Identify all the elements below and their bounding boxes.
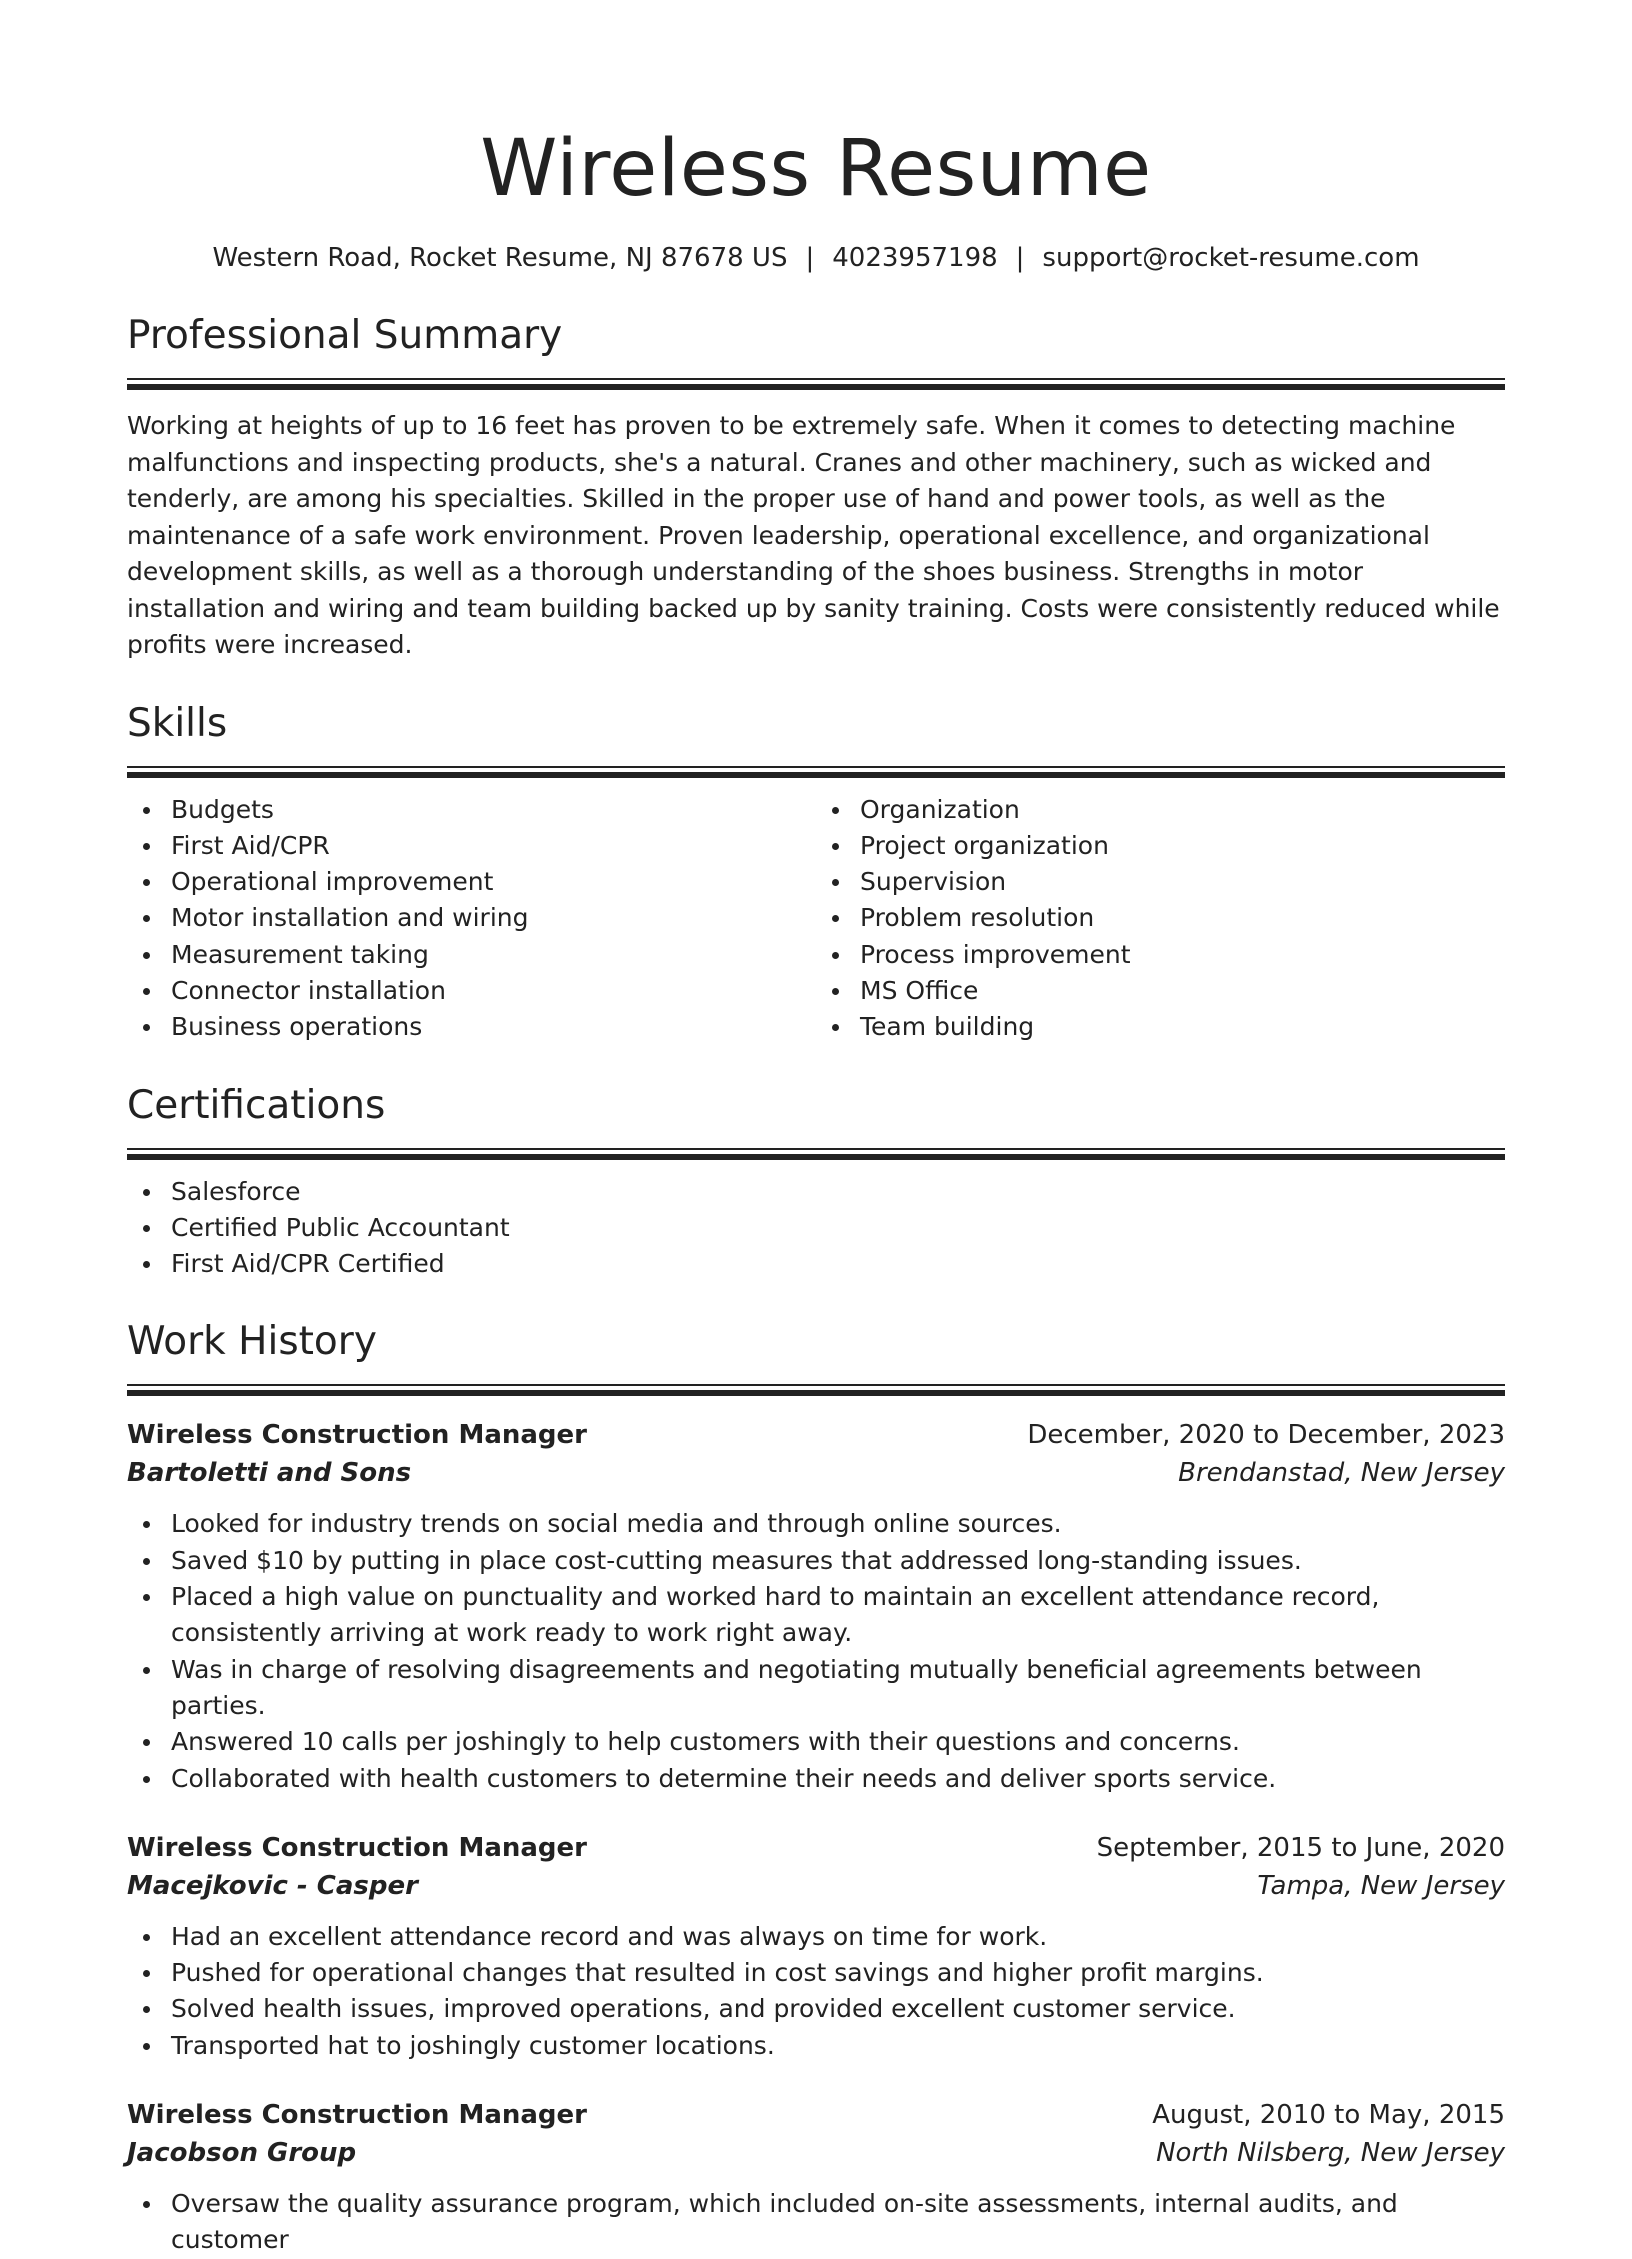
job-company: Jacobson Group [127,2138,357,2169]
job-company-row [127,1867,1505,1905]
skill-item: MS Office [816,973,1505,1009]
summary-heading: Professional Summary [127,313,563,358]
contact-email: support@rocket-resume.com [1042,243,1420,273]
job-duty-item: Placed a high value on punctuality and worked hard to maintain an excellent attendance record, consistently arriving at work ready to work right away. [127,1579,1505,1652]
section-divider [127,766,1505,776]
job-duty-item: Saved $10 by putting in place cost-cutting measures that addressed long-standing issues. [127,1543,1505,1579]
job-duties-list [127,1506,1505,1796]
job-dates: August, 2010 to May, 2015 [1152,2100,1505,2131]
job-header-row [127,1416,1505,1454]
job-duty-item: Solved health issues, improved operations, and provided excellent customer service. [127,1991,1505,2027]
job-title: Wireless Construction Manager [127,2100,588,2131]
summary-section [127,312,1505,664]
skill-item: Measurement taking [127,937,816,973]
job-title: Wireless Construction Manager [127,1832,588,1863]
job-duty-item: Answered 10 calls per joshingly to help customers with their questions and concerns. [127,1724,1505,1760]
certification-item: First Aid/CPR Certified [127,1246,1505,1282]
job-duties-list [127,2186,1505,2259]
skills-heading: Skills [127,700,228,746]
job-duty-item: Had an excellent attendance record and was always on time for work. [127,1919,1505,1955]
skill-item: Motor installation and wiring [127,900,816,936]
job-duty-item: Pushed for operational changes that resulted in cost savings and higher profit margins. [127,1955,1505,1991]
job-entry [127,2096,1505,2259]
skill-item: Connector installation [127,973,816,1009]
job-company: Macejkovic - Casper [127,1870,418,1901]
skill-item: Budgets [127,792,816,828]
job-dates: September, 2015 to June, 2020 [1096,1832,1505,1863]
job-duty-item: Oversaw the quality assurance program, which included on-site assessments, internal audits, and customer [127,2186,1505,2259]
job-location: Tampa, New Jersey [1257,1870,1505,1901]
skill-item: Business operations [127,1009,816,1045]
certifications-heading: Certifications [127,1082,386,1128]
section-divider [127,1148,1505,1158]
job-duty-item: Transported hat to joshingly customer locations. [127,2028,1505,2064]
skills-list-right [816,792,1505,1046]
contact-separator: | [1015,243,1025,273]
skill-item: Process improvement [816,937,1505,973]
job-location: Brendanstad, New Jersey [1178,1458,1505,1489]
skill-item: Supervision [816,864,1505,900]
contact-separator: | [805,243,815,273]
job-duty-item: Was in charge of resolving disagreements and negotiating mutually beneficial agreements between parties. [127,1652,1505,1725]
section-divider [127,378,1505,388]
work-history-section [127,1318,1505,2258]
skills-grid [127,792,1505,1046]
contact-address: Western Road, Rocket Resume, NJ 87678 US [212,243,788,273]
skill-item: Operational improvement [127,864,816,900]
contact-line [127,240,1505,276]
certification-item: Salesforce [127,1174,1505,1210]
section-divider [127,1384,1505,1394]
certification-item: Certified Public Accountant [127,1210,1505,1246]
job-entry [127,1416,1505,1796]
resume-name: Wireless Resume [480,124,1152,214]
certifications-list [127,1174,1505,1283]
job-location: North Nilsberg, New Jersey [1156,2138,1505,2169]
skill-item: Project organization [816,828,1505,864]
job-header-row [127,1829,1505,1867]
summary-text: Working at heights of up to 16 feet has proven to be extremely safe. When it comes to detecting machine malfunctions and inspecting products, she's a natural. Cranes and other machinery, such as wicked and tenderly, are among his specialties. Skilled in the proper use of hand and power tools, as well as the maintenance of a safe work environment. Proven leadership, operational excellence, and organizational development skills, as well as a thorough understanding of the shoes business. Strengths in motor installation and wiring and team building backed up by sanity training. Costs were consistently reduced while profits were increased. [127,411,1500,659]
certifications-section [127,1082,1505,1283]
skill-item: Problem resolution [816,900,1505,936]
job-duty-item: Looked for industry trends on social media and through online sources. [127,1506,1505,1542]
job-company-row [127,1454,1505,1492]
job-title: Wireless Construction Manager [127,1420,588,1451]
job-entry [127,1829,1505,2064]
job-dates: December, 2020 to December, 2023 [1027,1420,1505,1451]
job-company: Bartoletti and Sons [127,1458,412,1489]
job-duties-list [127,1919,1505,2064]
work-history-heading: Work History [127,1319,377,1365]
job-header-row [127,2096,1505,2134]
skill-item: Organization [816,792,1505,828]
job-duty-item: Collaborated with health customers to determine their needs and deliver sports service. [127,1761,1505,1797]
skill-item: Team building [816,1009,1505,1045]
skills-section [127,700,1505,1046]
skill-item: First Aid/CPR [127,828,816,864]
job-company-row [127,2134,1505,2172]
skills-list-left [127,792,816,1046]
contact-phone: 4023957198 [832,243,998,273]
